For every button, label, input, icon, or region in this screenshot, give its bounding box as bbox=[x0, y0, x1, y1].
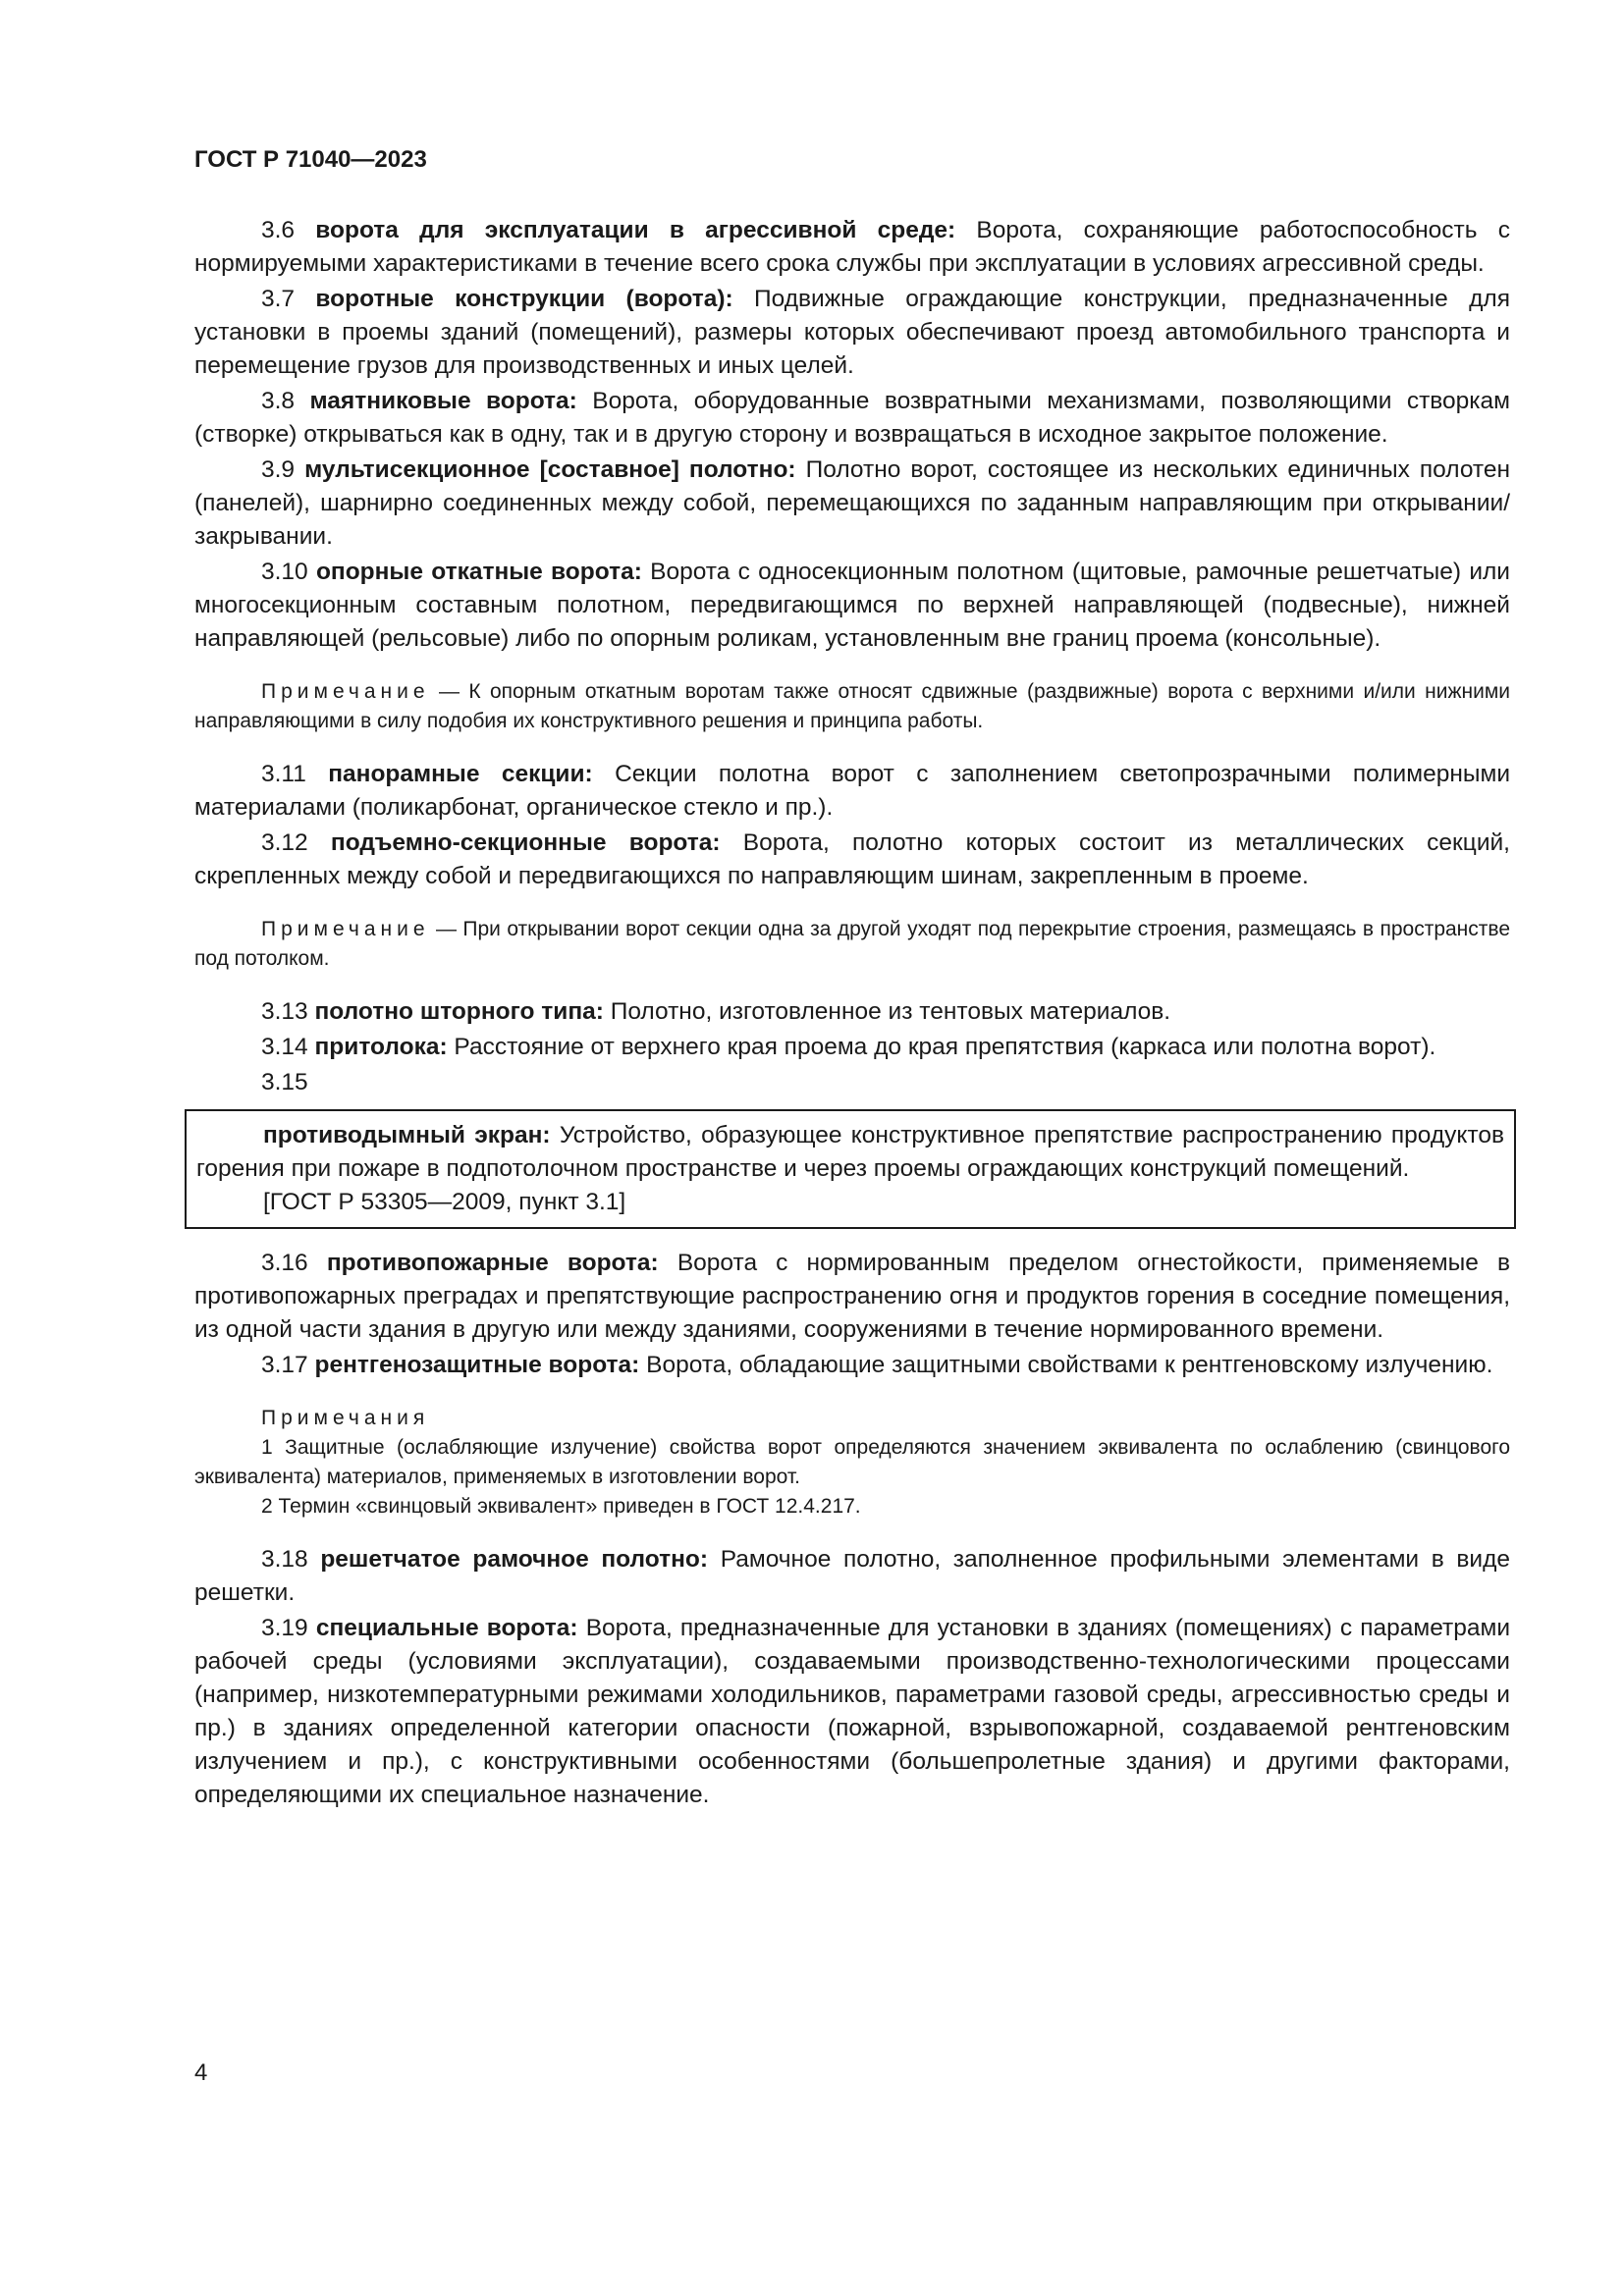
entry-definition: Ворота, оборудованные возвратными механизмами, позволяющими створкам (створке) открываться как в одну, так и в другую сторону и возвращаться в исходное закрытое положение. bbox=[194, 388, 1511, 448]
note-item-1: 1 Защитные (ослабляющие излучение) свойства ворот определяются значением эквивалента по ослаблению (свинцового эквивалента) материалов, применяемых в изготовлении ворот. bbox=[194, 1436, 1510, 1488]
entry-number: 3.10 bbox=[261, 559, 308, 585]
note-item-2: 2 Термин «свинцовый эквивалент» приведен в ГОСТ 12.4.217. bbox=[261, 1495, 861, 1518]
entry-number: 3.7 bbox=[261, 286, 296, 312]
entry-number: 3.8 bbox=[261, 388, 296, 414]
note-label: Примечание bbox=[261, 680, 430, 703]
page-number: 4 bbox=[194, 2059, 208, 2086]
entry-definition: Ворота с нормированным пределом огнестойкости, применяемые в противопожарных преградах и препятствующие распространению огня и продуктов горения в соседние помещения, из одной части здания в другую или между зданиями, сооружениями в течение нормированного времени. bbox=[194, 1250, 1510, 1343]
entry-3-8 bbox=[194, 385, 1510, 452]
note-3-12 bbox=[194, 915, 1510, 974]
entry-term: полотно шторного типа: bbox=[314, 998, 604, 1025]
entry-term: ворота для эксплуатации в агрессивной среде: bbox=[315, 217, 956, 243]
entry-term: противопожарные ворота: bbox=[326, 1250, 659, 1276]
entry-term: панорамные секции: bbox=[328, 761, 593, 787]
entry-term: решетчатое рамочное полотно: bbox=[320, 1546, 709, 1573]
entry-number: 3.11 bbox=[261, 761, 306, 787]
entry-term: притолока: bbox=[314, 1034, 448, 1060]
entry-definition: Ворота, предназначенные для установки в зданиях (помещениях) с параметрами рабочей среды (условиями эксплуатации), создаваемыми производственно-технологическими процессами (например, низкотемпературными режимами холодильников, параметрами газовой среды, агрессивностью среды и пр.) в зданиях определенной категории опасности (пожарной, взрывопожарной, создаваемой рентгеновским излучением и пр.), с конструктивными особенностями (большепролетные здания) и другими факторами, определяющими их специальное назначение. bbox=[194, 1615, 1511, 1808]
entry-number: 3.9 bbox=[261, 456, 296, 483]
entry-definition: Секции полотна ворот с заполнением светопрозрачными полимерными материалами (поликарбонат, органическое стекло и пр.). bbox=[194, 761, 1511, 821]
entry-3-17 bbox=[194, 1349, 1510, 1382]
entry-term: противодымный экран: bbox=[263, 1122, 551, 1148]
entry-3-13 bbox=[194, 995, 1510, 1029]
quoted-definition-box bbox=[185, 1109, 1516, 1229]
document-header: ГОСТ Р 71040—2023 bbox=[194, 146, 427, 173]
entry-3-9 bbox=[194, 454, 1510, 554]
page-content bbox=[194, 145, 1510, 1814]
entry-definition: Рамочное полотно, заполненное профильными элементами в виде решетки. bbox=[194, 1546, 1511, 1606]
entry-number: 3.17 bbox=[261, 1352, 308, 1378]
entry-term: рентгенозащитные ворота: bbox=[314, 1352, 640, 1378]
entry-3-15-reference: [ГОСТ Р 53305—2009, пункт 3.1] bbox=[263, 1189, 626, 1215]
entry-3-14 bbox=[194, 1031, 1510, 1064]
entry-number: 3.18 bbox=[261, 1546, 308, 1573]
entry-term: воротные конструкции (ворота): bbox=[315, 286, 733, 312]
entry-definition: Расстояние от верхнего края проема до края препятствия (каркаса или полотна ворот). bbox=[454, 1034, 1436, 1060]
notes-label bbox=[194, 1404, 1510, 1433]
entry-number: 3.12 bbox=[261, 829, 308, 856]
entry-term: маятниковые ворота: bbox=[309, 388, 577, 414]
entry-3-11 bbox=[194, 758, 1510, 825]
note-text: К опорным откатным воротам также относят сдвижные (раздвижные) ворота с верхними и/или нижними направляющими в силу подобия их конструктивного решения и принципа работы. bbox=[194, 680, 1511, 732]
entry-definition: Подвижные ограждающие конструкции, предназначенные для установки в проемы зданий (помещений), размеры которых обеспечивают проезд автомобильного транспорта и перемещение грузов для производственных и иных целей. bbox=[194, 286, 1510, 379]
entry-term: специальные ворота: bbox=[315, 1615, 578, 1641]
entry-definition: Полотно ворот, состоящее из нескольких единичных полотен (панелей), шарнирно соединенных между собой, перемещающихся по заданным направляющим при открывании/закрывании. bbox=[194, 456, 1511, 550]
entry-term: опорные откатные ворота: bbox=[315, 559, 642, 585]
entry-3-19 bbox=[194, 1612, 1510, 1812]
entry-3-18 bbox=[194, 1543, 1510, 1610]
note-label: Примечания bbox=[261, 1407, 430, 1429]
entry-definition: Ворота, полотно которых состоит из металлических секций, скрепленных между собой и передвигающихся по направляющим шинам, закрепленным в проеме. bbox=[194, 829, 1510, 889]
entry-number: 3.14 bbox=[261, 1034, 308, 1060]
note-3-10 bbox=[194, 677, 1510, 736]
entry-definition: Ворота, обладающие защитными свойствами к рентгеновскому излучению. bbox=[646, 1352, 1493, 1378]
entry-number: 3.13 bbox=[261, 998, 308, 1025]
entry-3-10 bbox=[194, 556, 1510, 656]
note-label: Примечание bbox=[261, 918, 430, 940]
entry-3-15-number: 3.15 bbox=[261, 1069, 308, 1095]
entry-term: подъемно-секционные ворота: bbox=[330, 829, 721, 856]
entry-number: 3.6 bbox=[261, 217, 296, 243]
entry-3-12 bbox=[194, 827, 1510, 893]
entry-3-6 bbox=[194, 214, 1510, 281]
entry-3-16 bbox=[194, 1247, 1510, 1347]
note-dash: — bbox=[438, 680, 460, 703]
entry-3-15 bbox=[196, 1119, 1504, 1186]
entry-term: мультисекционное [составное] полотно: bbox=[304, 456, 796, 483]
entry-definition: Устройство, образующее конструктивное препятствие распространению продуктов горения при пожаре в подпотолочном пространстве и через проемы ограждающих конструкций помещений. bbox=[196, 1122, 1504, 1182]
entry-definition: Ворота, сохраняющие работоспособность с нормируемыми характеристиками в течение всего срока службы при эксплуатации в условиях агрессивной среды. bbox=[194, 217, 1510, 277]
entry-number: 3.16 bbox=[261, 1250, 308, 1276]
notes-3-17 bbox=[194, 1404, 1510, 1522]
entry-definition: Ворота с односекционным полотном (щитовые, рамочные решетчатые) или многосекционным составным полотном, передвигающимся по верхней направляющей (подвесные), нижней направляющей (рельсовые) либо по опорным роликам, установленным вне границ проема (консольные). bbox=[194, 559, 1510, 652]
entry-number: 3.19 bbox=[261, 1615, 308, 1641]
entry-3-7 bbox=[194, 283, 1510, 383]
note-dash: — bbox=[435, 918, 457, 940]
entry-definition: Полотно, изготовленное из тентовых материалов. bbox=[610, 998, 1171, 1025]
note-text: При открывании ворот секции одна за другой уходят под перекрытие строения, размещаясь в пространстве под потолком. bbox=[194, 918, 1511, 970]
